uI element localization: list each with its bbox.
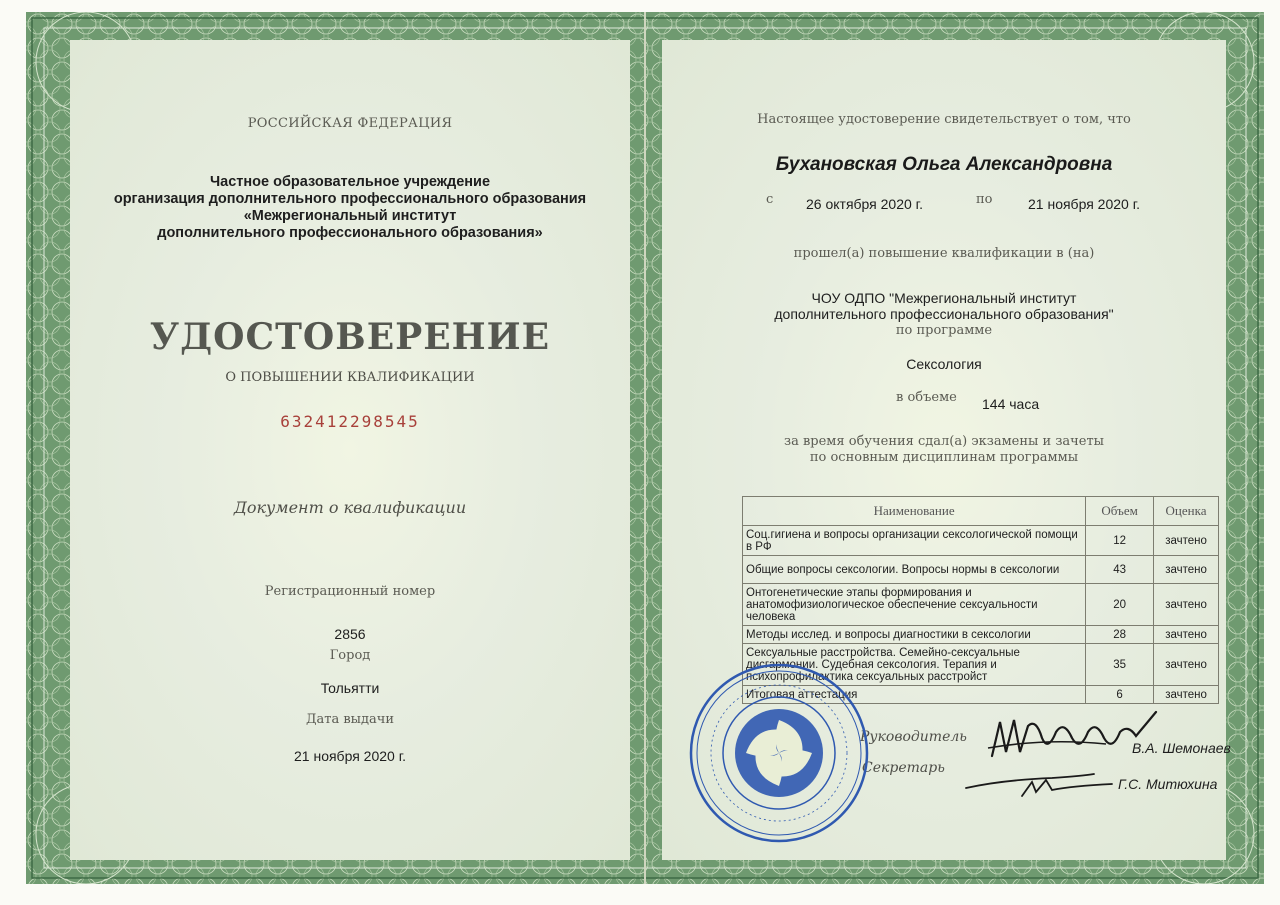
discipline-hours: 6 (1086, 686, 1154, 704)
discipline-name: Онтогенетические этапы формирования и анатомофизиологическое обеспечение сексуальности человека (743, 584, 1086, 626)
table-row (743, 556, 1219, 584)
passed-training-text: прошел(а) повышение квалификации в (на) (793, 246, 1095, 261)
discipline-grade: зачтено (1154, 686, 1219, 704)
program-name: Сексология (906, 356, 982, 372)
header-grade: Оценка (1154, 497, 1219, 526)
registration-label: Регистрационный номер (264, 584, 436, 599)
document-title: УДОСТОВЕРЕНИЕ (149, 316, 551, 358)
discipline-grade: зачтено (1154, 584, 1219, 626)
document-subtitle: О ПОВЫШЕНИИ КВАЛИФИКАЦИИ (225, 370, 475, 385)
discipline-name: Методы исслед. и вопросы диагностики в сексологии (743, 626, 1086, 644)
discipline-hours: 20 (1086, 584, 1154, 626)
discipline-grade: зачтено (1154, 556, 1219, 584)
volume-hours: 144 часа (982, 396, 1040, 412)
right-page (662, 40, 1231, 860)
header-name: Наименование (743, 497, 1086, 526)
left-page (70, 40, 630, 860)
country-name: РОССИЙСКАЯ ФЕДЕРАЦИЯ (247, 116, 453, 131)
period-from-date: 26 октября 2020 г. (806, 196, 923, 212)
official-stamp (686, 660, 872, 846)
period-to-label: по (976, 192, 993, 207)
head-name: В.А. Шемонаев (1132, 740, 1231, 756)
discipline-name: Общие вопросы сексологии. Вопросы нормы в сексологии (743, 556, 1086, 584)
issue-date-label: Дата выдачи (305, 712, 395, 727)
period-from-label: с (766, 192, 774, 207)
institution-line-1: ЧОУ ОДПО "Межрегиональный институт (811, 290, 1077, 306)
org-line-2: организация дополнительного профессионального образования (113, 191, 587, 207)
discipline-name: Итоговая аттестация (743, 686, 1086, 704)
discipline-hours: 28 (1086, 626, 1154, 644)
discipline-name: Соц.гигиена и вопросы организации сексологической помощи в РФ (743, 526, 1086, 556)
issue-date: 21 ноября 2020 г. (294, 748, 406, 764)
table-header-row (743, 497, 1219, 526)
city: Тольятти (320, 680, 380, 696)
qualification-document-label: Документ о квалификации (233, 498, 467, 517)
exams-line-2: по основным дисциплинам программы (809, 450, 1079, 465)
discipline-grade: зачтено (1154, 526, 1219, 556)
org-line-1: Частное образовательное учреждение (209, 174, 491, 190)
head-label: Руководитель (860, 729, 967, 745)
discipline-hours: 12 (1086, 526, 1154, 556)
city-label: Город (329, 648, 371, 663)
table-row (743, 526, 1219, 556)
volume-label: в объеме (896, 390, 957, 405)
institution-line-2: дополнительного профессионального образования" (774, 306, 1114, 322)
discipline-hours: 35 (1086, 644, 1154, 686)
period-to-date: 21 ноября 2020 г. (1028, 196, 1140, 212)
registration-number: 2856 (334, 626, 366, 642)
holder-name: Бухановская Ольга Александровна (775, 154, 1113, 175)
org-line-4: дополнительного профессионального образования» (157, 225, 543, 241)
table-row (743, 584, 1219, 626)
secretary-label: Секретарь (862, 760, 945, 776)
certificate-document (26, 12, 1264, 884)
exams-line-1: за время обучения сдал(а) экзамены и зачеты (784, 434, 1104, 449)
discipline-name: Сексуальные расстройства. Семейно-сексуальные дисгармонии. Судебная сексология. Терапия и психопрофилактика сексуальных расстройст (743, 644, 1086, 686)
intro-text: Настоящее удостоверение свидетельствует о том, что (757, 112, 1131, 127)
serial-number: 632412298545 (280, 412, 420, 431)
secretary-name: Г.С. Митюхина (1118, 776, 1218, 792)
program-label: по программе (895, 323, 993, 338)
secretary-signature (962, 758, 1152, 808)
table-row (743, 626, 1219, 644)
header-hours: Объем (1086, 497, 1154, 526)
discipline-grade: зачтено (1154, 644, 1219, 686)
discipline-grade: зачтено (1154, 626, 1219, 644)
discipline-hours: 43 (1086, 556, 1154, 584)
org-line-3: «Межрегиональный институт (243, 208, 457, 224)
